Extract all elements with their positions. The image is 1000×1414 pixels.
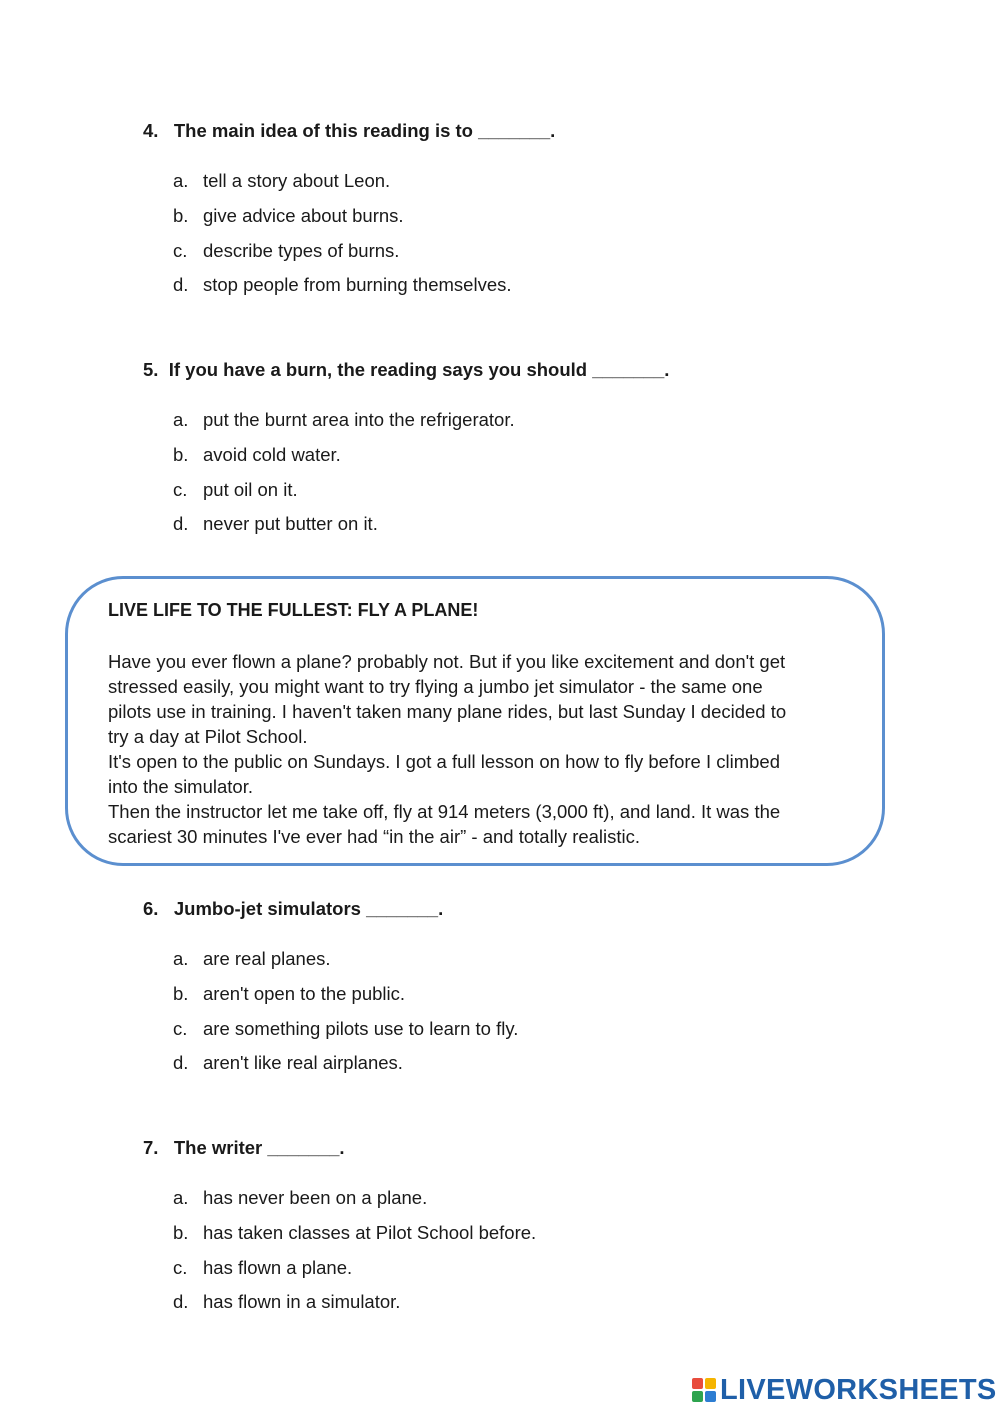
option-c[interactable]: c. describe types of burns.: [173, 240, 400, 261]
question-title: 5. If you have a burn, the reading says you should _______.: [143, 359, 670, 380]
option-b[interactable]: b. aren't open to the public.: [173, 983, 406, 1004]
logo-text: LIVEWORKSHEETS: [720, 1373, 997, 1406]
option-c[interactable]: c. put oil on it.: [173, 479, 298, 500]
option-b[interactable]: b. avoid cold water.: [173, 444, 341, 465]
question-title: 6. Jumbo-jet simulators _______.: [143, 898, 444, 919]
logo-square: [692, 1378, 703, 1389]
liveworksheets-logo[interactable]: [692, 1374, 997, 1406]
option-d[interactable]: d. stop people from burning themselves.: [173, 274, 512, 295]
logo-grid-icon: [692, 1378, 716, 1402]
option-c[interactable]: c. has flown a plane.: [173, 1257, 353, 1278]
question-4: [143, 120, 556, 295]
option-d[interactable]: d. aren't like real airplanes.: [173, 1052, 403, 1073]
logo-square: [692, 1391, 703, 1402]
question-6: [143, 898, 519, 1073]
option-a[interactable]: a. are real planes.: [173, 948, 331, 969]
logo-square: [705, 1378, 716, 1389]
reading-title: LIVE LIFE TO THE FULLEST: FLY A PLANE!: [108, 600, 479, 620]
reading-paragraph: Have you ever flown a plane? probably not. But if you like excitement and don't get stressed easily, you might want to try flying a jumbo jet simulator - the same one pilots use in training. I haven't taken many plane rides, but last Sunday I decided to try a day at Pilot School.: [108, 651, 787, 747]
option-a[interactable]: a. tell a story about Leon.: [173, 170, 391, 191]
question-title: 4. The main idea of this reading is to _______.: [143, 120, 556, 141]
question-title: 7. The writer _______.: [143, 1137, 345, 1158]
logo-square: [705, 1391, 716, 1402]
question-5: [143, 359, 670, 534]
reading-passage-box: [65, 576, 885, 866]
option-d[interactable]: d. never put butter on it.: [173, 513, 378, 534]
reading-body: [108, 649, 868, 849]
option-d[interactable]: d. has flown in a simulator.: [173, 1291, 401, 1312]
option-c[interactable]: c. are something pilots use to learn to fly.: [173, 1018, 519, 1039]
reading-paragraph: Then the instructor let me take off, fly at 914 meters (3,000 ft), and land. It was the scariest 30 minutes I've ever had “in the air” - and totally realistic.: [108, 801, 781, 847]
option-b[interactable]: b. give advice about burns.: [173, 205, 404, 226]
option-a[interactable]: a. put the burnt area into the refrigerator.: [173, 409, 515, 430]
question-7: [143, 1137, 537, 1312]
option-a[interactable]: a. has never been on a plane.: [173, 1187, 428, 1208]
option-b[interactable]: b. has taken classes at Pilot School before.: [173, 1222, 537, 1243]
reading-paragraph: It's open to the public on Sundays. I got a full lesson on how to fly before I climbed into the simulator.: [108, 751, 780, 797]
